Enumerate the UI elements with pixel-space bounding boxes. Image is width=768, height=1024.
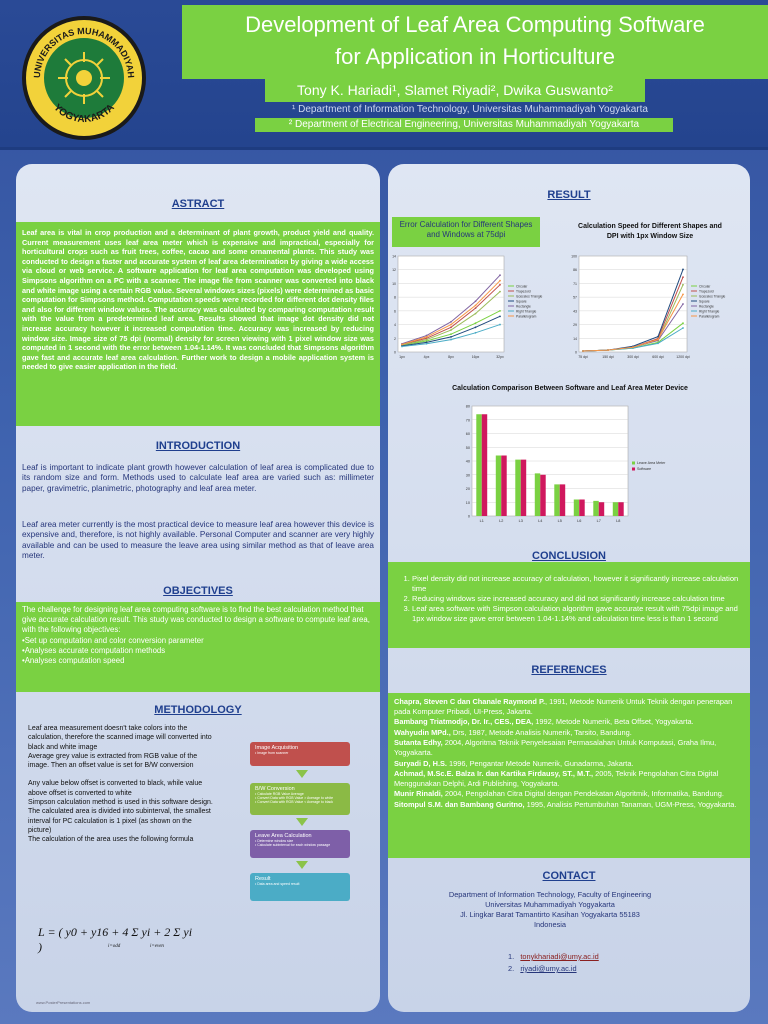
y-tick-label: 30 — [465, 473, 470, 478]
x-tick-label: 16px — [471, 355, 480, 359]
data-point — [450, 329, 452, 331]
legend-label: Rectangle — [516, 304, 531, 309]
objectives-block — [16, 602, 380, 692]
legend-label: Software — [637, 467, 652, 471]
svg-text:UNIVERSITAS MUHAMMADIYAH — [32, 26, 136, 78]
flow-arrow-icon — [296, 818, 308, 826]
y-tick-label: 50 — [465, 445, 470, 450]
bar — [613, 502, 618, 516]
y-tick-label: 70 — [465, 418, 470, 423]
flow-step-sub: • Data area and speed result — [255, 882, 300, 886]
methodology-text — [28, 724, 216, 845]
x-tick-label: L1 — [479, 519, 484, 523]
contact-emails — [508, 951, 599, 975]
conclusion-item: 1. Pixel density did not increase accuracy of calculation, however it significantly increase calculation time — [412, 574, 744, 594]
methodology-paragraph-4: Simpson calculation method is used in this software design. The calculated area is divided into subinterval, the smallest interval for PC calculation is 1 pixel (as shown on the picture) — [28, 799, 213, 834]
data-point — [401, 344, 403, 346]
data-point — [475, 332, 477, 334]
data-point — [499, 315, 501, 317]
y-tick-label: 6 — [394, 309, 396, 314]
y-tick-label: 14 — [392, 254, 396, 259]
x-tick-label: 8px — [448, 355, 454, 359]
abstract-block — [16, 222, 380, 426]
bar — [554, 484, 559, 516]
data-point — [682, 276, 684, 278]
flow-step-sub: • Determine window size • Calculate subinterval for each window passage — [255, 839, 331, 847]
data-point — [475, 313, 477, 315]
x-tick-label: 75 dpi — [578, 355, 588, 359]
reference-item — [394, 800, 744, 810]
formula-subscript-even: i=even — [150, 944, 164, 949]
introduction-paragraph-2: Leaf area meter currently is the most practical device to measure leaf area however this device is expensive and, therefore, is not highly available. Personal Computer and scanner are very highly available and can be used to measure the leave area using similar method as that of leave area meter. — [22, 520, 374, 561]
x-tick-label: 32px — [496, 355, 504, 359]
bar — [574, 500, 579, 517]
reference-author: Bambang Triatmodjo, Dr. Ir., CES., DEA, — [394, 717, 534, 727]
data-point — [657, 339, 659, 341]
data-point — [450, 336, 452, 338]
reference-item — [394, 769, 744, 788]
reference-details: 1996, Pengantar Metode Numerik, Gunadarma, Jakarta. — [446, 758, 634, 768]
legend-label: Parallelogram — [516, 314, 537, 319]
data-point — [426, 339, 428, 341]
title-line-2: for Application in Horticulture — [334, 44, 616, 69]
objectives-intro: The challenge for designing leaf area computing software is to find the best calculation method that give accurate calculation result. This study was conducted to design a software to compute leaf area, with the following objectives: — [22, 605, 370, 635]
email-1[interactable]: tonykhariadi@umy.ac.id — [520, 952, 599, 961]
reference-details: 2004, Pengolahan Citra Digital dengan Pendekatan Algoritmik, Informatika, Bandung. — [442, 789, 724, 799]
bar — [476, 414, 481, 516]
introduction-heading: INTRODUCTION — [155, 440, 241, 452]
reference-item — [394, 759, 744, 769]
objective-item: •Analyses accurate computation methods — [22, 645, 166, 655]
x-tick-label: L2 — [499, 519, 504, 523]
y-tick-label: 4 — [394, 323, 396, 328]
flow-step-title: Result — [255, 876, 271, 882]
result-heading: RESULT — [547, 189, 591, 201]
bar — [501, 456, 506, 517]
methodology-paragraph-5: The calculation of the area uses the following formula — [28, 836, 194, 844]
legend-label: Leave Area Meter — [637, 461, 666, 465]
bar — [599, 502, 604, 516]
university-logo — [22, 16, 146, 140]
title-line-1: Development of Leaf Area Computing Software — [245, 12, 705, 37]
reference-details: 1992, Metode Numerik, Beta Offset, Yogyakarta. — [533, 717, 694, 727]
y-tick-label: 2 — [394, 336, 396, 341]
contact-line: Universitas Muhammadiyah Yogyakarta — [485, 900, 615, 909]
references-block — [388, 693, 750, 858]
y-tick-label: 71 — [573, 281, 577, 286]
reference-details: 1995, Analisis Pertumbuhan Tanaman, UGM-Press, Yogyakarta. — [524, 799, 737, 809]
conclusion-block — [388, 562, 750, 648]
reference-details: Drs, 1987, Metode Analisis Numerik, Tarsito, Bandung. — [450, 727, 632, 737]
email-link[interactable]: 1. tonykhariadi@umy.ac.id — [508, 952, 599, 961]
footer-credit: www.PosterPresentations.com — [36, 1000, 91, 1005]
legend-swatch — [632, 468, 635, 471]
methodology-paragraph-2: Average grey value is extracted from RGB value of the image. Then an offset value is set for B/W conversion — [28, 752, 198, 770]
y-tick-label: 0 — [575, 350, 577, 355]
reference-author: Munir Rinaldi, — [394, 789, 443, 799]
comparison-chart — [450, 400, 710, 530]
area-formula: L = ( y0 + y16 + 4 Σ yi + 2 Σ yi ) — [38, 925, 193, 954]
data-point — [475, 322, 477, 324]
speed-chart — [565, 250, 747, 360]
x-tick-label: L4 — [538, 519, 543, 523]
data-point — [475, 326, 477, 328]
flow-step-sub: • Image from scanner — [255, 751, 289, 755]
y-tick-label: 40 — [465, 459, 470, 464]
bar — [618, 502, 623, 516]
x-tick-label: L3 — [518, 519, 523, 523]
data-point — [682, 327, 684, 329]
y-tick-label: 29 — [573, 323, 577, 328]
flow-step-image-acquisition — [250, 742, 350, 766]
data-point — [450, 333, 452, 335]
methodology-paragraph-1: Leaf area measurement doesn't take colors into the calculation, therefore the scanned image will converted into black and white image — [28, 725, 212, 751]
flow-step-title: Leave Area Calculation — [255, 833, 312, 839]
contact-line: Jl. Lingkar Barat Tamantirto Kasihan Yogyakarta 55183 — [460, 910, 640, 919]
data-point — [450, 324, 452, 326]
conclusion-item: 2. Reducing windows size increased accuracy and did not significantly increase calculation time — [412, 594, 744, 604]
data-point — [657, 342, 659, 344]
plot-area — [579, 256, 687, 352]
chart3-title: Calculation Comparison Between Software and Leaf Area Meter Device — [452, 385, 688, 392]
data-point — [682, 284, 684, 286]
conclusion-heading: CONCLUSION — [532, 550, 606, 562]
logo-bottom-text: YOGYAKARTA — [51, 102, 117, 126]
x-tick-label: 600 dpi — [652, 355, 664, 359]
contact-heading: CONTACT — [542, 870, 596, 882]
data-point — [426, 343, 428, 345]
bar — [521, 460, 526, 516]
reference-author: Sutanta Edhy, — [394, 738, 443, 748]
data-point — [607, 349, 609, 351]
chart1-title: Error Calculation for Different Shapes and Windows at 75dpi — [392, 217, 540, 247]
x-tick-label: 150 dpi — [602, 355, 614, 359]
legend-label: Right Triangle — [516, 309, 537, 314]
flow-step-bw-conversion — [250, 783, 350, 815]
y-tick-label: 100 — [571, 254, 577, 259]
authors: Tony K. Hariadi¹, Slamet Riyadi², Dwika Guswanto² — [265, 78, 645, 102]
data-point — [657, 336, 659, 338]
reference-item — [394, 697, 744, 716]
flow-arrow-icon — [296, 861, 308, 869]
y-tick-label: 60 — [465, 432, 470, 436]
legend-label: Trapezoid — [699, 289, 714, 294]
x-tick-label: L6 — [577, 519, 582, 523]
conclusion-list — [394, 574, 744, 624]
x-tick-label: 300 dpi — [627, 355, 639, 359]
bar — [540, 475, 545, 516]
y-tick-label: 57 — [573, 295, 577, 300]
bar — [515, 460, 520, 516]
data-point — [450, 326, 452, 328]
y-tick-label: 20 — [465, 487, 470, 491]
data-point — [682, 303, 684, 305]
abstract-heading: ASTRACT — [171, 198, 225, 210]
affiliation-1: ¹ Department of Information Technology, Universitas Muhammadiyah Yogyakarta — [292, 104, 648, 115]
references-list — [394, 697, 744, 810]
data-point — [450, 321, 452, 323]
conclusion-item: 3. Leaf area software with Simpson calculation algorithm gave accurate result with 75dpi image and 1px window size gave error between 1.04-1.14% and calculation time less is than 1 second — [412, 604, 744, 624]
y-tick-label: 0 — [467, 514, 470, 519]
data-point — [499, 291, 501, 293]
x-tick-label: L8 — [616, 519, 621, 523]
bar — [482, 414, 487, 516]
legend-label: Square — [699, 299, 710, 304]
abstract-text: Leaf area is vital in crop production and a determinant of plant growth, product yield and quality. Current measurement uses leaf area meter which is expensive and impractical, especially for horticultural crops such as fruit trees, coffee, cacao and some ornamental plants. This study was conducted to design a faster and accurate system of leaf area determination by giving a wide access via cloud or web service. A software application for leaf area computation was developed using Simpsons algorithm on a PC with a scanner. The image file from scanner was converted into black and white image using a certain RGB value. Several windows sizes (pixels) were determined as basic computation for Simpsons method. Computation speeds were recorded for different dot density files and also for different window values. The accuracy was calculated by comparing computation result with the value from a predetermined leaf area. Results showed that image dot density did not increase accuracy however it increased computation time. Accuracy was increased by reducing window size. Image size of 75 dpi (normal) density for screen viewing with 1 pixel window size was computed in 1 second with the error between 1.04-1.14%. It was concluded that Simpsons algorithm gave fast and accurate leaf area calculation. Further work to design a mobile application system is needed to give easier application in the field. — [22, 228, 374, 372]
flow-step-sub: • Calculate RGB Value Average • Convert Data with RGB Value > Average to white • Convert Data with RGB Value < Average to black — [255, 792, 334, 804]
data-point — [426, 336, 428, 338]
data-point — [475, 300, 477, 302]
bar — [535, 473, 540, 516]
bar — [579, 500, 584, 517]
data-point — [499, 280, 501, 282]
legend-label: Trapezoid — [516, 289, 531, 294]
data-point — [401, 346, 403, 348]
email-2[interactable]: riyadi@umy.ac.id — [520, 964, 577, 973]
reference-item — [394, 717, 744, 727]
reference-author: Achmad, M.Sc.E. Balza Ir. dan Kartika Firdausy, ST., M.T., — [394, 769, 594, 779]
reference-author: Chapra, Steven C dan Chanale Raymond P. — [394, 697, 546, 706]
data-point — [450, 339, 452, 341]
y-tick-label: 10 — [465, 500, 470, 505]
legend-label: Isosceles Triangle — [516, 294, 543, 299]
objective-item: •Set up computation and color conversion parameter — [22, 635, 204, 645]
data-point — [475, 307, 477, 309]
data-point — [499, 324, 501, 326]
data-point — [475, 304, 477, 306]
data-point — [499, 274, 501, 276]
flow-step-result — [250, 873, 350, 901]
x-tick-label: L7 — [596, 519, 601, 523]
flow-step-title: Image Acquisition — [255, 745, 299, 751]
legend-swatch — [632, 462, 635, 465]
reference-author: Sitompul S.M. dan Bambang Guritno, — [394, 799, 525, 809]
flow-step-title: B/W Conversion — [255, 786, 295, 792]
reference-item — [394, 789, 744, 799]
flow-step-leave-area-calculation — [250, 830, 350, 858]
reference-details: 2005, Teknik Pengolahan Citra Digital Menggunakan Delphi, Ardi Publishing, Yogyakarta. — [394, 769, 719, 788]
flow-arrow-icon — [296, 770, 308, 778]
x-tick-label: 1200 dpi — [676, 355, 690, 359]
legend-label: Rectangle — [699, 304, 714, 309]
methodology-heading: METHODOLOGY — [154, 704, 242, 716]
bar — [593, 501, 598, 516]
data-point — [682, 269, 684, 271]
chart2-title: Calculation Speed for Different Shapes and DPI with 1px Window Size — [578, 223, 722, 240]
poster-header — [0, 0, 768, 150]
x-tick-label: L5 — [557, 519, 562, 523]
y-tick-label: 10 — [392, 281, 396, 286]
reference-details: , 1991, Metode Numerik Untuk Teknik dengan penerapan pada Komputer Pribadi, UI-Press, Jakarta. — [394, 697, 733, 716]
y-tick-label: 0 — [394, 350, 396, 355]
objective-item: •Analyses computation speed — [22, 656, 125, 666]
legend-label: Isosceles Triangle — [699, 294, 726, 299]
data-point — [499, 310, 501, 312]
contact-line: Indonesia — [533, 920, 567, 929]
data-point — [582, 350, 584, 352]
data-point — [632, 346, 634, 348]
objectives-heading: OBJECTIVES — [163, 585, 233, 597]
y-tick-label: 43 — [573, 309, 577, 314]
error-chart — [390, 250, 570, 360]
contact-line: Department of Information Technology, Faculty of Engineering — [448, 890, 652, 899]
data-point — [682, 294, 684, 296]
contact-address — [400, 890, 700, 930]
methodology-paragraph-3: Any value below offset is converted to black, while value above offset is converted to white — [28, 780, 203, 797]
email-link[interactable]: 2. riyadi@umy.ac.id — [508, 964, 577, 973]
affiliation-2: ² Department of Electrical Engineering, Universitas Muhammadiyah Yogyakarta — [255, 118, 673, 132]
formula-subscript-odd: i=odd — [108, 944, 121, 949]
poster-title — [182, 5, 768, 79]
legend-label: Right Triangle — [699, 309, 720, 314]
data-point — [682, 322, 684, 324]
reference-author: Wahyudin MPd., — [394, 727, 451, 737]
svg-text:YOGYAKARTA — [51, 102, 117, 125]
reference-item — [394, 728, 744, 738]
references-heading: REFERENCES — [531, 664, 607, 676]
y-tick-label: 12 — [392, 268, 396, 273]
bar — [560, 484, 565, 516]
y-tick-label: 80 — [465, 404, 470, 409]
legend-label: Parallelogram — [699, 314, 720, 319]
x-tick-label: 1px — [399, 355, 405, 359]
introduction-paragraph-1: Leaf is important to indicate plant growth however calculation of leaf area is complicated due to its random size and form. Methods used to calculate leaf area are varied such as: millimeter paper, gravimetric, planimetric, photography and leaf area meter. — [22, 463, 374, 493]
bar — [496, 456, 501, 517]
legend-label: Circular — [699, 284, 711, 289]
y-tick-label: 14 — [573, 336, 577, 341]
y-tick-label: 86 — [573, 268, 577, 273]
x-tick-label: 4px — [423, 355, 430, 359]
logo-top-text: UNIVERSITAS MUHAMMADIYAH — [31, 25, 137, 79]
data-point — [499, 284, 501, 286]
y-tick-label: 8 — [394, 295, 396, 300]
legend-label: Circular — [516, 284, 528, 289]
reference-item — [394, 738, 744, 757]
reference-author: Suryadi D, H.S. — [394, 758, 447, 768]
legend-label: Square — [516, 299, 527, 304]
reference-details: 2004, Algoritma Teknik Penyelesaian Permasalahan Untuk Komputasi, Graha Ilmu, Yogyakarta. — [394, 738, 717, 757]
